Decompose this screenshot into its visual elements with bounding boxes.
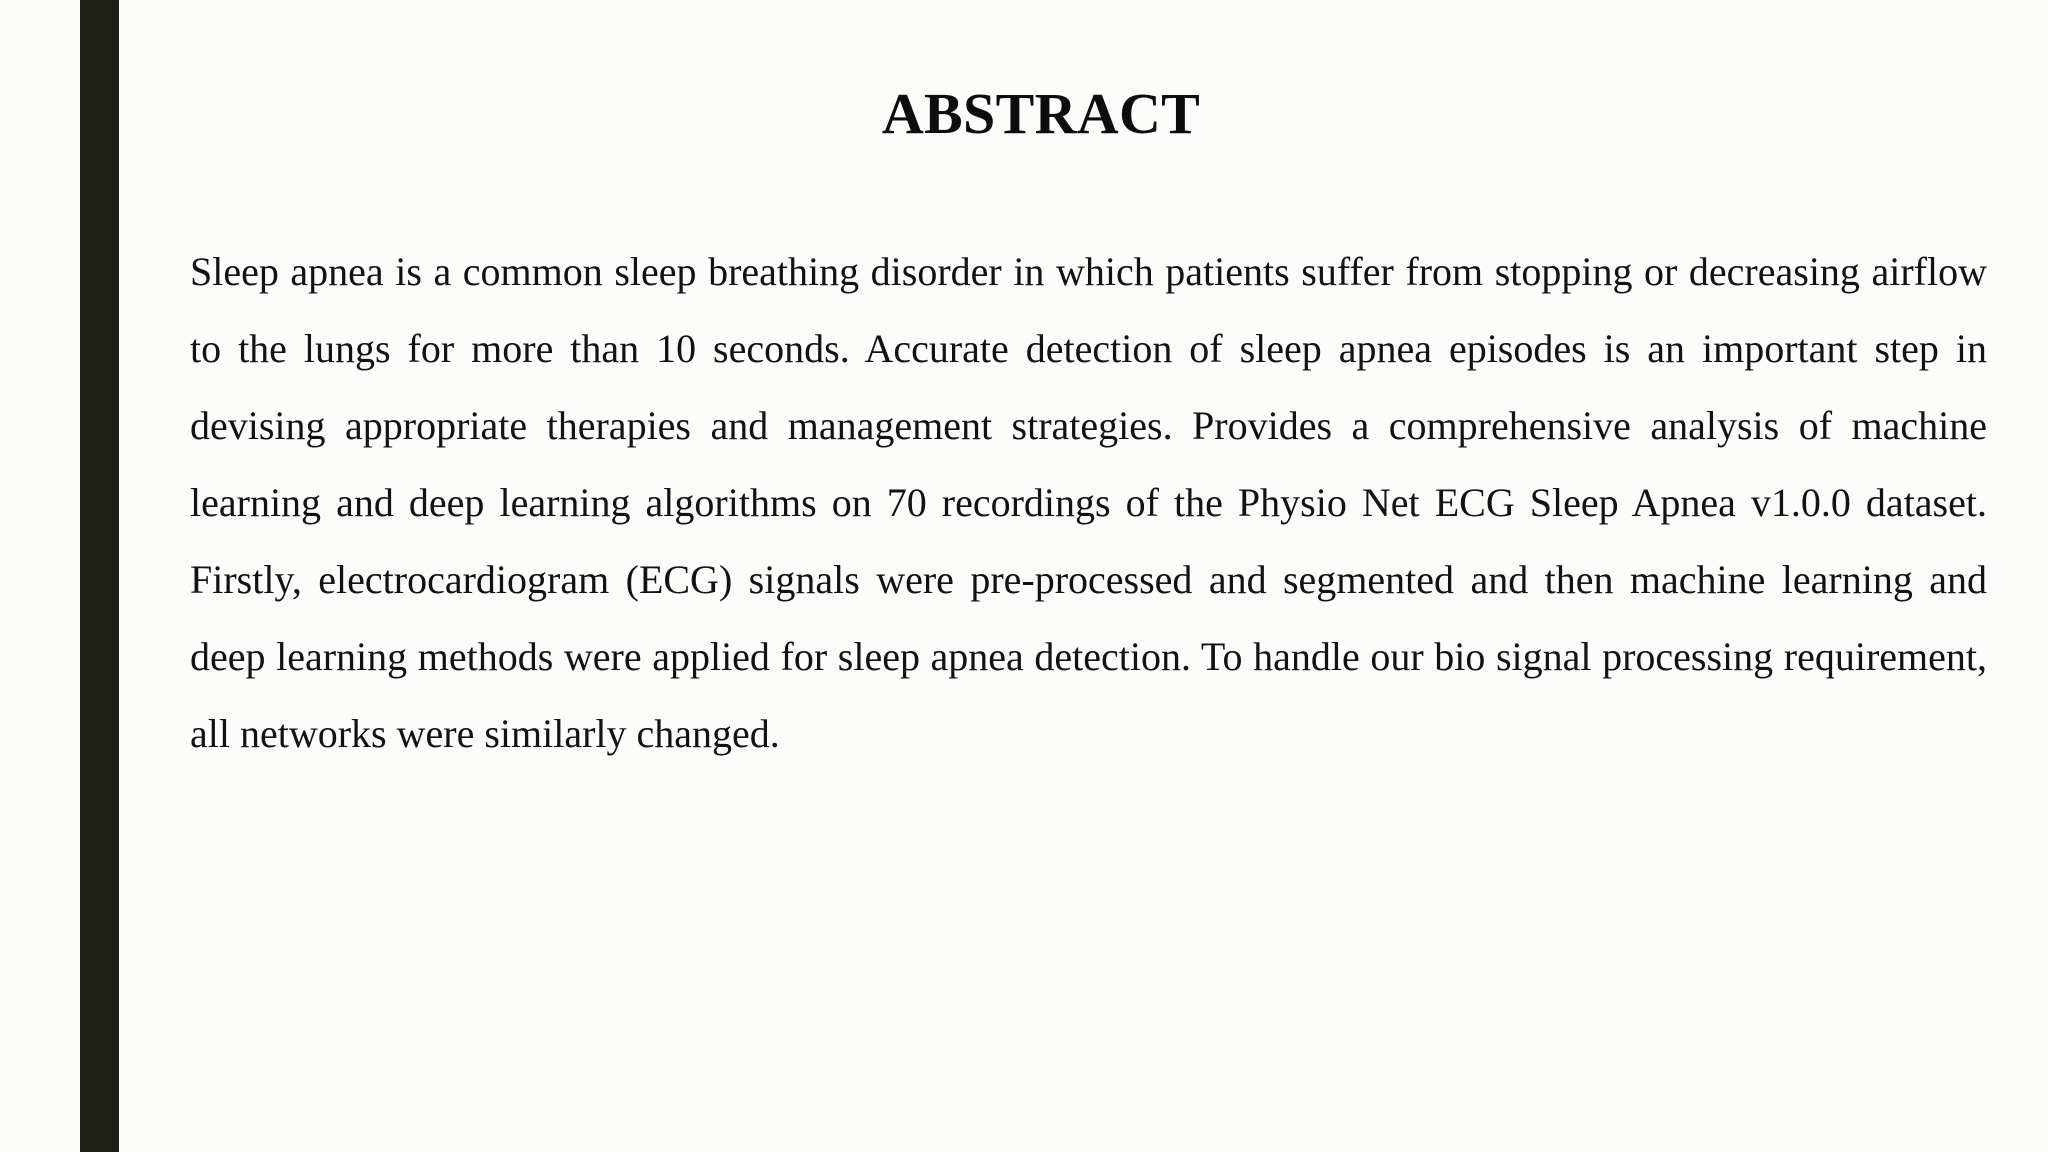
accent-bar (80, 0, 119, 1152)
slide-title: ABSTRACT (881, 81, 1201, 146)
abstract-body: Sleep apnea is a common sleep breathing disorder in which patients suffer from stopping or decreasing airflow to the lungs for more than 10 seconds. Accurate detection of sleep apnea episodes is an important step in devising appropriate therapies and management strategies. Provides a comprehensive analysis of machine learning and deep learning algorithms on 70 recordings of the Physio Net ECG Sleep Apnea v1.0.0 dataset. Firstly, electrocardiogram (ECG) signals were pre-processed and segmented and then machine learning and deep learning methods were applied for sleep apnea detection. To handle our bio signal processing requirement, all networks were similarly changed. (190, 249, 1987, 756)
